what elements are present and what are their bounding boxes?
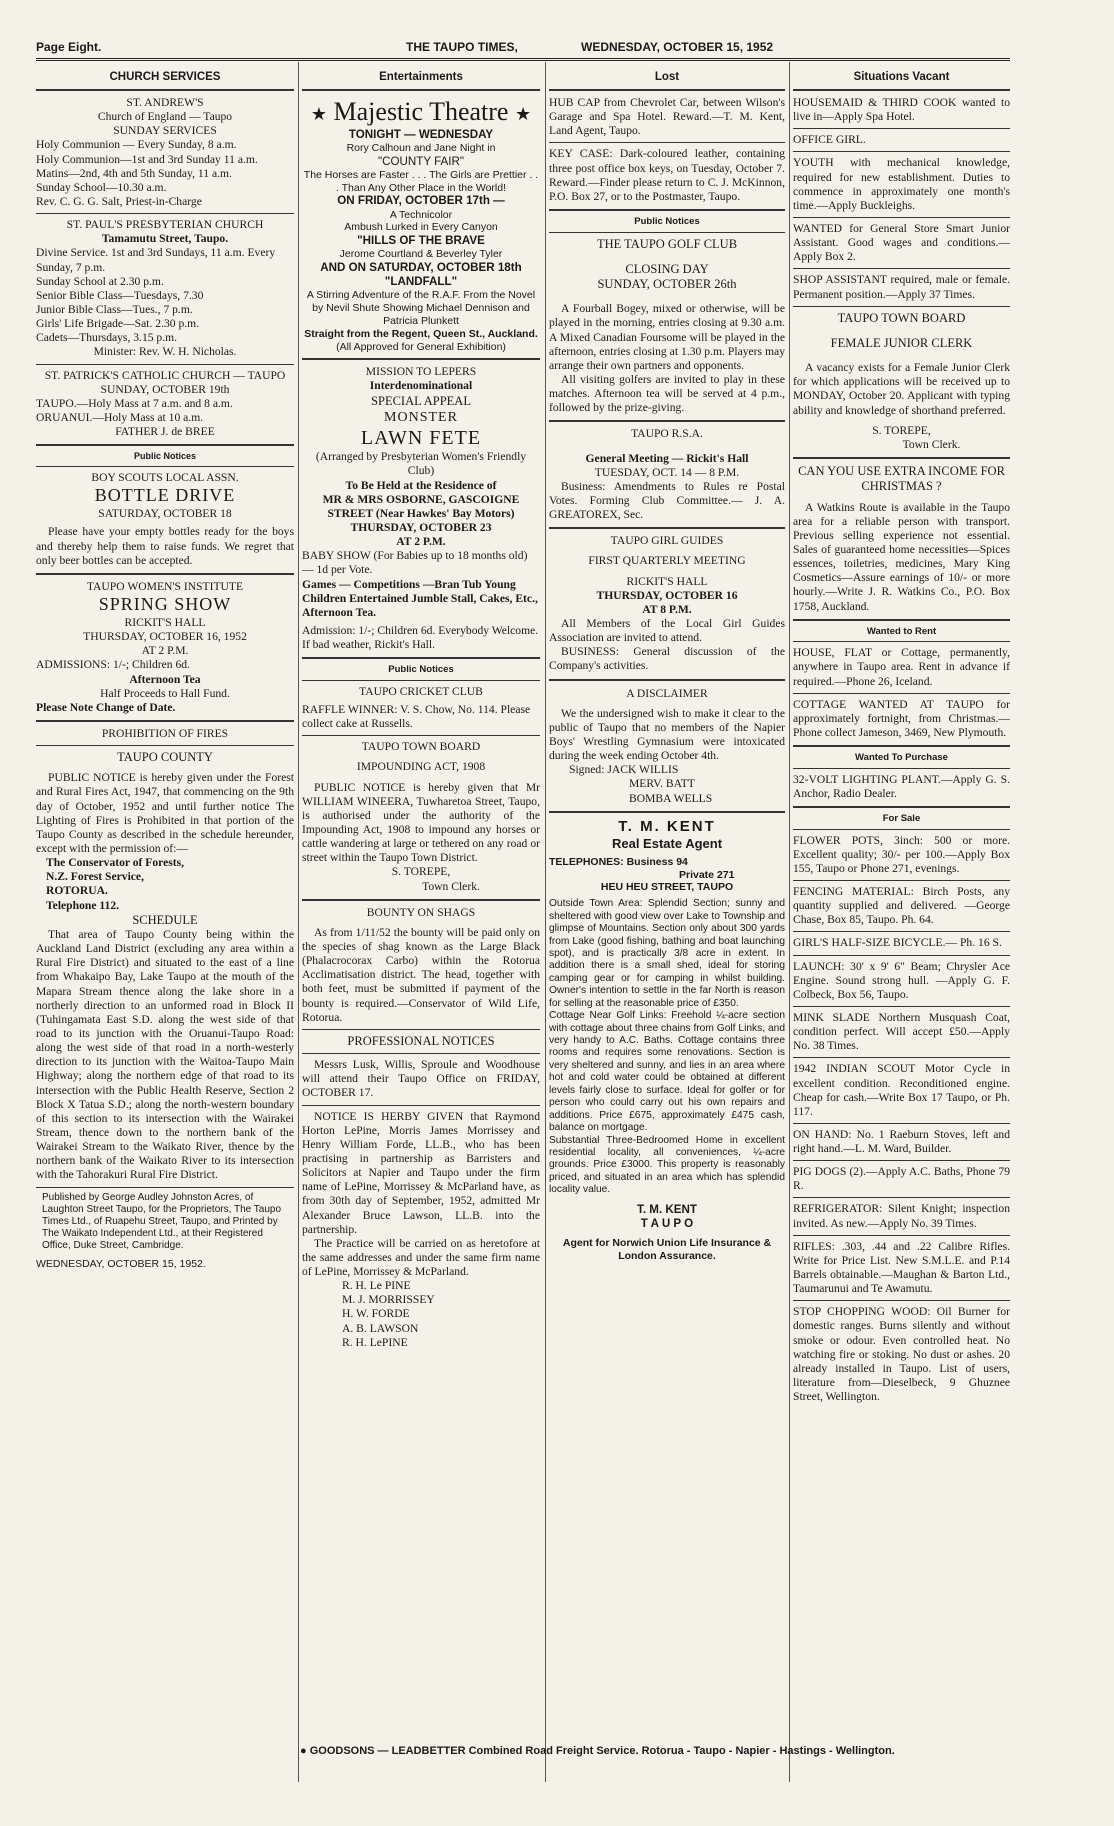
notice-line: THURSDAY, OCTOBER 16, 1952 (83, 630, 247, 644)
footer-banner: ● GOODSONS — LEADBETTER Combined Road Freight Service. Rotorua - Taupo - Napier - Hastings - Wellington. (300, 1745, 895, 1757)
notice-body: The Practice will be carried on as heretofore at the same addresses and under the same firm name of LePine, Morrissey & McParland. (302, 1236, 540, 1279)
classified-ad: HUB CAP from Chevrolet Car, between Wilson's Garage and Spa Hotel. Reward.—T. M. Kent, Land Agent, Taupo. (549, 96, 785, 138)
notice-line: Half Proceeds to Hall Fund. (100, 686, 230, 700)
classified-ad: HOUSE, FLAT or Cottage, permanently, anywhere in Taupo area. Rent in advance if required.—Phone 26, Iceland. (793, 646, 1010, 688)
notice-title: MISSION TO LEPERS (365, 365, 477, 379)
column-rule (545, 62, 546, 1782)
notice-line: Interdenominational (369, 379, 473, 393)
signature: Signed: JACK WILLIS (569, 763, 679, 777)
notice-body: We the undersigned wish to make it clear to the public of Taupo that no members of the Napier Boys' Wrestling Gymnasium were intoxicated during the week ending October 4th. (549, 706, 785, 763)
schedule-line: AND ON SATURDAY, OCTOBER 18th (320, 261, 522, 275)
notice-title: FEMALE JUNIOR CLERK (830, 335, 973, 350)
service-line: Girls' Life Brigade—Sat. 2.30 p.m. (36, 317, 200, 331)
notice-body: BUSINESS: General discussion of the Company's activities. (549, 645, 785, 673)
notice-line: To Be Held at the Residence of (345, 478, 497, 492)
notice-line: RICKIT'S HALL (124, 615, 206, 629)
notice-headline: LAWN FETE (360, 426, 482, 449)
notice-body: Please have your empty bottles ready for the boys and thereby help them to raise funds. We regret that only beer bottles can be accepted. (36, 525, 294, 567)
imprint-date: WEDNESDAY, OCTOBER 15, 1952. (36, 1258, 206, 1271)
notice-title: TAUPO R.S.A. (631, 427, 703, 441)
signature: BOMBA WELLS (629, 791, 713, 805)
church-line: SUNDAY SERVICES (113, 124, 217, 138)
notice-title: BOY SCOUTS LOCAL ASSN. (91, 471, 239, 485)
church-name: ST. PATRICK'S CATHOLIC CHURCH — TAUPO (44, 368, 286, 382)
section-heading: Lost (654, 71, 680, 83)
notice-title: TAUPO GIRL GUIDES (610, 534, 724, 548)
service-line: ORUANUI.—Holy Mass at 10 a.m. (36, 410, 204, 424)
agent-name: T. M. KENT (618, 817, 716, 835)
service-line: Holy Communion — Every Sunday, 8 a.m. (36, 138, 237, 152)
service-line: Junior Bible Class—Tues., 7 p.m. (36, 302, 193, 316)
classified-ad: WANTED for General Store Smart Junior Assistant. Good wages and conditions.—Apply Box 2. (793, 222, 1010, 264)
notice-line: Afternoon Tea (129, 672, 201, 686)
classified-ad: STOP CHOPPING WOOD: Oil Burner for domestic ranges. Burns silently and without smoke or odour. Even controlled heat. No watching fire or stoking. No dust or ashes. 20 already installed in Taupo. List of users, literature from—Dieselbeck, 9 Ghuznee Street, Wellington. (793, 1305, 1010, 1404)
notice-body: PUBLIC NOTICE is hereby given that Mr WILLIAM WINEERA, Tuwharetoa Street, Taupo, is authorised under the authority of the Impounding Act, 1908 to impound any horses or cattle wandering at large or tethered on any road or street within the Taupo Town District. (302, 780, 540, 865)
church-address: Tamamutu Street, Taupo. (101, 232, 229, 246)
signature-title: Town Clerk. (422, 879, 480, 893)
notice-title: TAUPO TOWN BOARD (837, 310, 966, 325)
page-number: Page Eight. (36, 40, 102, 54)
signature-title: Town Clerk. (902, 437, 961, 451)
classified-ad: FLOWER POTS, 3inch: 500 or more. Excellent quality; 30/- per 100.—Apply Box 155, Taupo or Phone 271, evenings. (793, 833, 1010, 875)
church-line: Church of England — Taupo (97, 110, 233, 124)
phone-line: Private 271 (679, 868, 735, 881)
film-title: "HILLS OF THE BRAVE (357, 234, 485, 248)
theatre-name: Majestic Theatre (333, 97, 509, 127)
notice-body: All visiting golfers are invited to play in these matches. Afternoon tea will be served at 4 p.m., followed by the prize-giving. (549, 373, 785, 415)
section-heading: For Sale (882, 812, 921, 824)
notice-line: SPECIAL APPEAL (371, 393, 471, 408)
classified-ad: ON HAND: No. 1 Raeburn Stoves, left and right hand.—L. M. Ward, Builder. (793, 1127, 1010, 1156)
film-description: Ambush Lurked in Every Canyon (344, 221, 498, 234)
service-line: TAUPO.—Holy Mass at 7 a.m. and 8 a.m. (36, 396, 233, 410)
partner-name: R. H. LePINE (342, 1335, 408, 1349)
notice-line: BABY SHOW (For Babies up to 18 months old) — 1d per Vote. (302, 549, 528, 577)
classified-ad: REFRIGERATOR: Silent Knight; inspection invited. As new.—Apply No. 39 Times. (793, 1202, 1010, 1230)
notice-line: (Arranged by Presbyterian Women's Friendly Club) (315, 450, 527, 478)
schedule-line: TONIGHT — WEDNESDAY (348, 127, 494, 141)
notice-body: Business: Amendments to Rules re Postal Votes. Forming Club Committee.— J. A. GREATOREX, Sec. (549, 479, 785, 522)
service-line: Rev. C. G. G. Salt, Priest-in-Charge (36, 195, 202, 208)
section-heading: Wanted To Purchase (855, 752, 948, 764)
classified-ad: OFFICE GIRL. (793, 133, 866, 147)
notice-line: CLOSING DAY (625, 261, 709, 276)
partner-name: R. H. Le PINE (342, 1279, 411, 1293)
signature: S. TOREPE, (391, 865, 451, 879)
notice-line: SUNDAY, OCTOBER 26th (597, 277, 737, 292)
classified-ad: 32-VOLT LIGHTING PLANT.—Apply G. S. Anchor, Radio Dealer. (793, 772, 1010, 800)
notice-title: PROHIBITION OF FIRES (101, 726, 229, 740)
notice-line: THURSDAY, OCTOBER 23 (350, 521, 492, 535)
agent-town: T A U P O (640, 1216, 694, 1230)
classified-ad: KEY CASE: Dark-coloured leather, containing three post office box keys, on Tuesday, October 7. Reward.—Finder please return to C. J. McKinnon, P.O. Box 27, or to the Postmaster, Taupo. (549, 147, 785, 203)
classified-ad: MINK SLADE Northern Musquash Coat, condition perfect. Will accept £50.—Apply No. 38 Times. (793, 1010, 1010, 1053)
classified-ad: SHOP ASSISTANT required, male or female. Permanent position.—Apply 37 Times. (793, 273, 1010, 301)
imprint: Published by George Audley Johnston Acres, of Laughton Street Taupo, for the Proprietors, The Taupo Times Ltd., of Ruapehu Street, Taupo, and Printed by The Waikato Independent Ltd., at their Registered Office, Duke Street, Cambridge. (42, 1191, 282, 1252)
priest: FATHER J. de BREE (115, 425, 215, 439)
service-line: Matins—2nd, 4th and 5th Sunday, 11 a.m. (36, 166, 232, 180)
column-entertainments (302, 68, 540, 1350)
film-description: The Horses are Faster . . . The Girls are Prettier . . . Than Any Other Place in the World! (303, 168, 539, 194)
service-line: Divine Service. 1st and 3rd Sundays, 11 a.m. Every Sunday, 7 p.m. (36, 246, 276, 274)
paper-name: THE TAUPO TIMES, (406, 40, 518, 54)
notice-line: AT 8 P.M. (642, 602, 692, 616)
film-title: "LANDFALL" (384, 275, 458, 289)
contact-line: Telephone 112. (46, 898, 120, 912)
classified-ad: 1942 INDIAN SCOUT Motor Cycle in excellent condition. Reconditioned engine. Cheap for cash.—Write Box 17 Taupo, or Ph. 117. (793, 1062, 1010, 1118)
minister: Minister: Rev. W. H. Nicholas. (93, 345, 237, 359)
service-line: Holy Communion—1st and 3rd Sunday 11 a.m. (36, 152, 258, 166)
notice-title: TAUPO COUNTY (117, 750, 213, 765)
cast-line: Rory Calhoun and Jane Night in (346, 141, 496, 154)
notice-title: TAUPO WOMEN'S INSTITUTE (86, 579, 244, 593)
partner-name: A. B. LAWSON (342, 1321, 419, 1335)
notice-body: A Watkins Route is available in the Taupo area for a reliable person with transport. Previous selling experience not essential. Sales of guaranteed home necessities—Spices essences, toiletries, medicines, Mary King Cosmetics—Assure earnings of 10/- or more hourly.—Write J. R. Watkins Co., P.O. Box 1758, Auckland. (793, 500, 1010, 613)
classified-ad: PIG DOGS (2).—Apply A.C. Baths, Phone 79 R. (793, 1165, 1010, 1193)
film-description: A Technicolor (389, 208, 453, 221)
notice-body: All Members of the Local Girl Guides Association are invited to attend. (549, 617, 785, 645)
classified-ad: LAUNCH: 30' x 9' 6" Beam; Chrysler Ace Engine. Sound strong hull. —Apply G. F. Colbeck, Box 56, Taupo. (793, 959, 1010, 1001)
column-lost (549, 68, 785, 1263)
star-icon: ★ (514, 104, 532, 125)
contact-line: N.Z. Forest Service, (46, 870, 144, 884)
notice-line: MONSTER (384, 409, 458, 425)
insurance-line: Agent for Norwich Union Life Insurance & London Assurance. (562, 1237, 772, 1262)
service-line: Sunday School at 2.30 p.m. (36, 274, 164, 288)
contact-line: The Conservator of Forests, (46, 856, 185, 870)
listing: Substantial Three-Bedroomed Home in excellent residential locality, all conveniences, ¼-acre grounds. Price £3000. This property is reasonably priced, and situated in an area which has splendid locality value. (549, 1134, 785, 1196)
film-title: "COUNTY FAIR" (378, 154, 464, 168)
agent-name: T. M. KENT (637, 1202, 697, 1216)
listing: Cottage Near Golf Links: Freehold ¼-acre section with cottage about three chains from Golf Links, and very handy to A.C. Baths. Cottage contains three rooms and requires some renovations. Section is very sheltered and sunny, and lies in an area where hot and cold water could be obtained at different levels fairly close to surface. Ideal for golfer or for person who could carry out his own repairs and additions. Price £675, approximately £475 cash, balance on mortgage. (549, 1010, 785, 1134)
notice-body: PUBLIC NOTICE is hereby given under the Forest and Rural Fires Act, 1947, that commencing on the 9th day of October, 1952 and until further notice The Lighting of Fires is Prohibited in that portion of the Taupo County as described in the schedule hereunder, except with the permission of:— (36, 771, 294, 856)
schedule-body: That area of Taupo County being within the Auckland Land District (excluding any area within a Rural Fire District) and situated to the east of a line from Whakaipo Bay, Lake Taupo at the mouth of the Mapara Stream thence along the lake shore in a northerly direction to an unformed road in Block II (Tuhingamata East S.D. along the west side of that road to its junction with the Oruanui-Taupo Road: along the west side of that road in a north-westerly direction to its junction with the Waitoa-Taupo Main Highway; along the northern edge of that road to its intersection with the Public Health Reserve, Section 2 Block X Tatua S.D.; along the north-western boundary of this section to its intersection with the Wairakei Stream, thence down to the northern bank of the Wairakei Stream to the Waikato River, thence by the northern bank of the Waikato River to its intersection with the Tahorakuri Rural Fire District. (36, 928, 294, 1182)
service-line: Senior Bible Class—Tuesdays, 7.30 (36, 288, 204, 302)
notice-title: IMPOUNDING ACT, 1908 (356, 760, 486, 774)
section-heading: CHURCH SERVICES (109, 71, 221, 83)
service-line: Sunday School—10.30 a.m. (36, 180, 167, 194)
agent-title: Real Estate Agent (611, 835, 723, 851)
notice-title: PROFESSIONAL NOTICES (347, 1033, 495, 1048)
notice-line: THURSDAY, OCTOBER 16 (596, 588, 738, 602)
church-name: ST. PAUL'S PRESBYTERIAN CHURCH (66, 218, 264, 232)
issue-date: WEDNESDAY, OCTOBER 15, 1952 (581, 40, 774, 54)
notice-title: THE TAUPO GOLF CLUB (596, 236, 738, 251)
listing: Outside Town Area: Splendid Section; sunny and sheltered with good view over Lake to Township and glimpse of Mountains. Section only about 300 yards from Lake (good fishing, bathing and boat launching spot), and is practically 3/8 acre in extent. In addition there is a small shed, ideal for storing camping gear or for camping in whilst building. Owner's intention to settle in the far North is reason for selling at the reasonable price of £350. (549, 898, 785, 1009)
notice-line: TUESDAY, OCT. 14 — 8 P.M. (594, 465, 740, 479)
notice-title: BOUNTY ON SHAGS (366, 905, 476, 919)
cast-line: Jerome Courtland & Beverley Tyler (339, 248, 503, 261)
notice-line: Please Note Change of Date. (36, 700, 176, 714)
notice-line: MR & MRS OSBORNE, GASCOIGNE STREET (Near Hawkes' Bay Motors) (322, 492, 520, 520)
notice-body: A vacancy exists for a Female Junior Clerk for which applications will be received up to MONDAY, October 20. Applicant with typing ability and knowledge of shorthand preferred. (793, 361, 1010, 417)
notice-line: FIRST QUARTERLY MEETING (588, 554, 746, 568)
film-description: A Stirring Adventure of the R.A.F. From the Novel by Nevil Shute Showing Michael Dennison and Patricia Plunkett (306, 289, 536, 327)
star-icon: ★ (310, 104, 328, 125)
notice-headline: SPRING SHOW (98, 594, 232, 615)
schedule-line: ON FRIDAY, OCTOBER 17th — (337, 194, 505, 208)
notice-title: TAUPO CRICKET CLUB (359, 684, 483, 698)
notice-line: Games — Competitions —Bran Tub Young Children Entertained Jumble Stall, Cakes, Etc., Afternoon Tea. (302, 577, 538, 619)
agent-address: HEU HEU STREET, TAUPO (600, 881, 734, 894)
partner-name: H. W. FORDE (342, 1307, 410, 1321)
classified-ad: FENCING MATERIAL: Birch Posts, any quantity supplied and delivered. —George Chase, Box 85, Taupo. Ph. 64. (793, 884, 1010, 927)
column-situations (793, 68, 1010, 1404)
notice-line: ADMISSIONS: 1/-; Children 6d. (36, 658, 190, 672)
classified-ad: COTTAGE WANTED AT TAUPO for approximately fortnight, from Christmas.—Phone collect Jameson, 3469, New Plymouth. (793, 697, 1010, 739)
contact-line: ROTORUA. (46, 884, 108, 898)
notice-line: RICKIT'S HALL (626, 574, 708, 588)
notice-title: TAUPO TOWN BOARD (361, 740, 481, 754)
signature: S. TOREPE, (872, 423, 931, 437)
classified-ad: GIRL'S HALF-SIZE BICYCLE.— Ph. 16 S. (793, 936, 1002, 950)
service-line: SUNDAY, OCTOBER 19th (100, 382, 230, 396)
notice-title: A DISCLAIMER (626, 686, 708, 700)
partner-name: M. J. MORRISSEY (342, 1293, 435, 1307)
classified-ad: RIFLES: .303, .44 and .22 Calibre Rifles. Write for Price List. New S.M.L.E. and P.14 Barrels obtainable.—Maughan & Barton Ltd., Taumarunui and Te Awamutu. (793, 1239, 1010, 1296)
notice-line: General Meeting — Rickit's Hall (585, 451, 749, 465)
notice-line: Admission: 1/-; Children 6d. Everybody Welcome. If bad weather, Rickit's Hall. (302, 624, 539, 652)
classified-ad: HOUSEMAID & THIRD COOK wanted to live in—Apply Spa Hotel. (793, 96, 1010, 124)
section-heading: Entertainments (379, 71, 463, 83)
masthead (36, 38, 1010, 61)
phone-line: TELEPHONES: Business 94 (549, 855, 688, 868)
film-note: Straight from the Regent, Queen St., Auckland. (304, 327, 538, 340)
section-heading: Public Notices (388, 664, 454, 676)
notice-body: RAFFLE WINNER: V. S. Chow, No. 114. Please collect cake at Russells. (302, 703, 531, 731)
notice-headline: BOTTLE DRIVE (94, 485, 236, 506)
section-heading: Situations Vacant (853, 71, 950, 83)
film-note: (All Approved for General Exhibition) (336, 340, 506, 353)
section-heading: Public Notices (634, 216, 700, 227)
notice-body: As from 1/11/52 the bounty will be paid only on the species of shag known as the Large Black (Phalacrocorax Carbo) within the Rotorua Acclimatisation district. The head, together with both feet, must be submitted if payment of the bounty is required.—Conservator of Wild Life, Rotorua. (302, 925, 540, 1024)
classified-ad: YOUTH with mechanical knowledge, required for new establishment. Duties to commence in approximately one month's time.—Apply Buckleighs. (793, 156, 1010, 212)
notice-body: NOTICE IS HERBY GIVEN that Raymond Horton LePine, Morris James Morrissey and Henry William Forde, LL.B., who has been practising in partnership as Barristers and Solicitors at Napier and Taupo under the firm name of LePine, Morrissey & McParland have, as from 30th day of September, 1952, admitted Mr Alexander Bruce Lawson, LL.B. into the partnership. (302, 1109, 540, 1236)
service-line: Cadets—Thursdays, 3.15 p.m. (36, 331, 178, 345)
section-heading: Public Notices (133, 451, 196, 462)
church-name: ST. ANDREW'S (126, 96, 204, 110)
section-heading: Wanted to Rent (866, 625, 937, 637)
notice-line: AT 2 P.M. (141, 644, 189, 658)
signature: MERV. BATT (629, 777, 695, 791)
notice-date: SATURDAY, OCTOBER 18 (98, 507, 232, 521)
column-church (36, 68, 294, 1271)
column-rule (298, 62, 299, 1782)
notice-line: AT 2 P.M. (396, 535, 446, 549)
notice-body: A Fourball Bogey, mixed or otherwise, will be played in the morning, entries closing at 9.30 a.m. A Mixed Canadian Foursome will be played in the afternoon, entries closing at 1.30 p.m. Players may arrange their own partners and opponents. (549, 302, 785, 372)
column-rule (789, 62, 790, 1782)
schedule-heading: SCHEDULE (132, 912, 198, 927)
notice-title: CAN YOU USE EXTRA INCOME FOR CHRISTMAS ? (798, 464, 1005, 494)
notice-body: Messrs Lusk, Willis, Sproule and Woodhouse will attend their Taupo Office on FRIDAY, OCTOBER 17. (302, 1058, 540, 1100)
